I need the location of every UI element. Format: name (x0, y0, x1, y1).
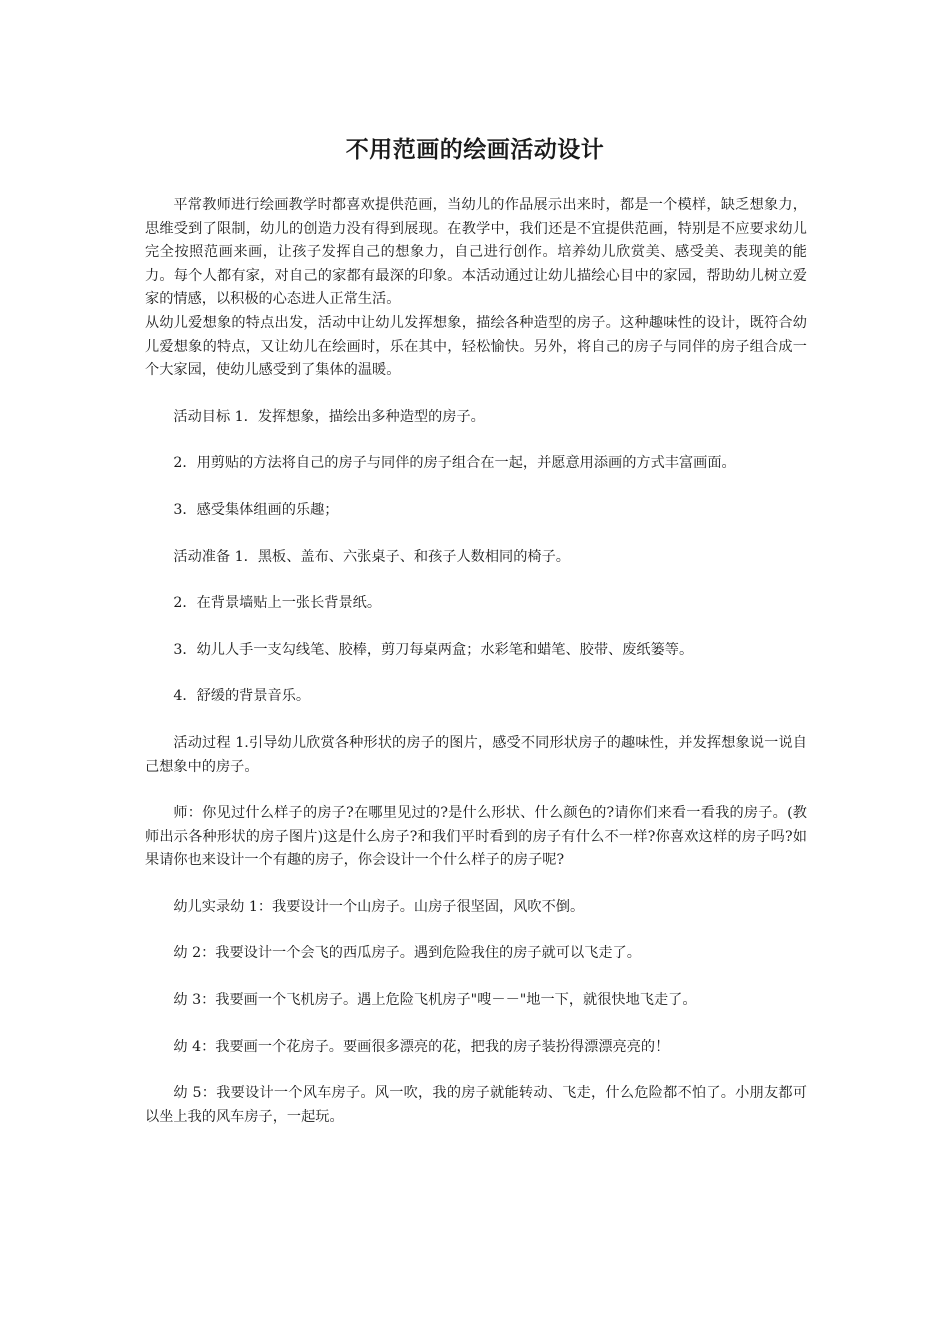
paragraph-prep-3: 3．幼儿人手一支勾线笔、胶棒，剪刀每桌两盒；水彩笔和蜡笔、胶带、废纸篓等。 (173, 641, 694, 658)
paragraph-child-2: 幼 2：我要设计一个会飞的西瓜房子。遇到危险我住的房子就可以飞走了。 (173, 945, 641, 962)
paragraph-child-4: 幼 4：我要画一个花房子。要画很多漂亮的花，把我的房子装扮得漂漂亮亮的！ (173, 1038, 670, 1055)
document-body (145, 194, 807, 1129)
paragraph-goal-1: 活动目标 1．发挥想象，描绘出多种造型的房子。 (173, 408, 485, 425)
document-title: 不用范画的绘画活动设计 (345, 137, 605, 163)
paragraph-child-3: 幼 3：我要画一个飞机房子。遇上危险飞机房子"嗖－－"地一下，就很快地飞走了。 (173, 992, 697, 1009)
paragraph-child-5: 幼 5：我要设计一个风车房子。风一吹，我的房子就能转动、飞走，什么危险都不怕了。小朋友都可以坐上我的风车房子，一起玩。 (145, 1085, 807, 1125)
paragraph-intro: 平常教师进行绘画教学时都喜欢提供范画，当幼儿的作品展示出来时，都是一个模样，缺乏想象力，思维受到了限制，幼儿的创造力没有得到展现。在教学中，我们还是不宜提供范画，特别是不应要求幼儿完全按照范画来画，让孩子发挥自己的想象力，自己进行创作。培养幼儿欣赏美、感受美、表现美的能力。每个人都有家，对自己的家都有最深的印象。本活动通过让幼儿描绘心目中的家园，帮助幼儿树立爱家的情感，以积极的心态进人正常生活。 (145, 197, 807, 308)
paragraph-child-1: 幼儿实录幼 1：我要设计一个山房子。山房子很坚固，风吹不倒。 (173, 898, 585, 915)
paragraph-prep-1: 活动准备 1．黑板、盖布、六张桌子、和孩子人数相同的椅子。 (173, 548, 570, 565)
paragraph-design: 从幼儿爱想象的特点出发，活动中让幼儿发挥想象，描绘各种造型的房子。这种趣味性的设计，既符合幼儿爱想象的特点，又让幼儿在绘画时，乐在其中，轻松愉快。另外，将自己的房子与同伴的房子组合成一个大家园，使幼儿感受到了集体的温暖。 (145, 314, 807, 379)
paragraph-process-1: 活动过程 1.引导幼儿欣赏各种形状的房子的图片，感受不同形状房子的趣味性，并发挥想象说一说自己想象中的房子。 (145, 734, 807, 775)
paragraph-goal-2: 2．用剪贴的方法将自己的房子与同伴的房子组合在一起，并愿意用添画的方式丰富画面。 (173, 455, 736, 472)
paragraph-prep-4: 4．舒缓的背景音乐。 (173, 688, 311, 705)
paragraph-goal-3: 3．感受集体组画的乐趣； (173, 501, 339, 518)
paragraph-prep-2: 2．在背景墙贴上一张长背景纸。 (173, 595, 382, 612)
paragraph-teacher: 师：你见过什么样子的房子?在哪里见过的?是什么形状、什么颜色的?请你们来看一看我的房子。(教师出示各种形状的房子图片)这是什么房子?和我们平时看到的房子有什么不一样?你喜欢这样的房子吗?如果请你也来设计一个有趣的房子，你会设计一个什么样子的房子呢? (145, 805, 807, 869)
